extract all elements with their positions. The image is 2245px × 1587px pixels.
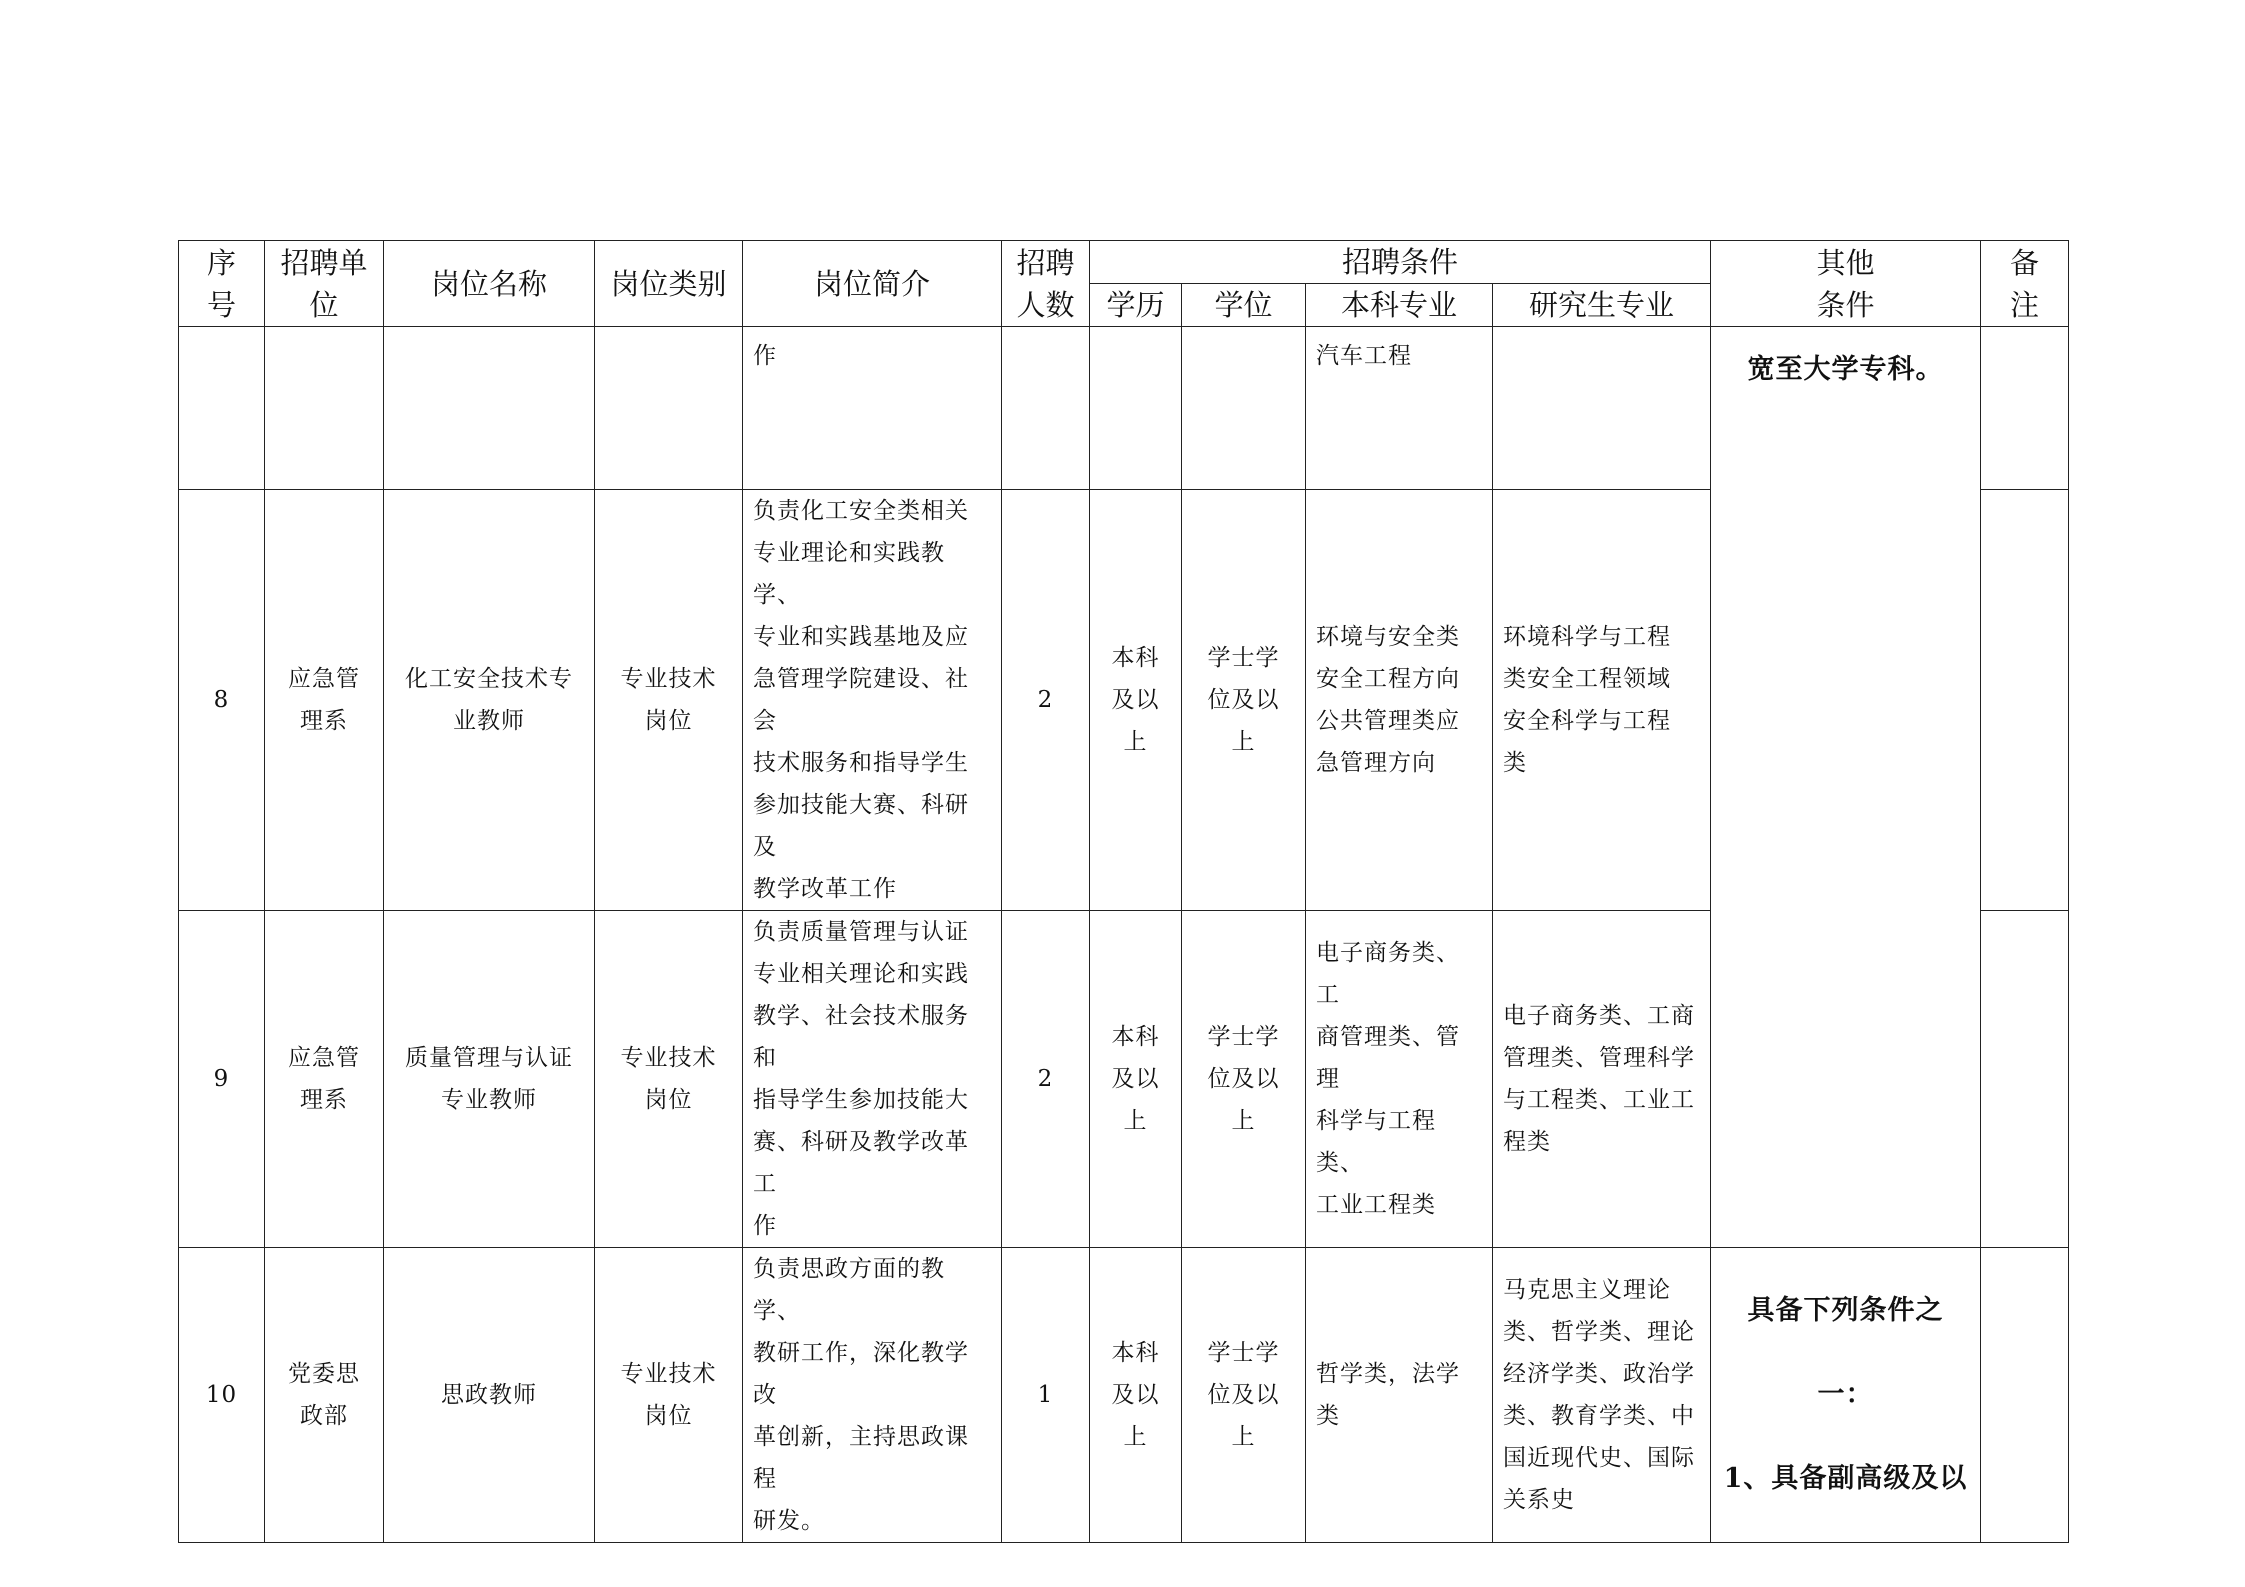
education-line: 上: [1123, 729, 1148, 755]
undergrad-line: 科学与工程类、: [1316, 1108, 1436, 1176]
header-conditions: 招聘条件: [1090, 241, 1711, 284]
degree-cell: [1182, 327, 1306, 490]
desc-line: 指导学生参加技能大: [753, 1087, 969, 1113]
header-remarks-line: 注: [2010, 287, 2040, 322]
unit-line: 应急管: [288, 666, 360, 692]
desc-line: 作: [753, 343, 777, 369]
remarks-cell: [1981, 327, 2069, 490]
degree-line: 学士学: [1207, 1340, 1280, 1366]
grad-line: 管理类、管理科学: [1503, 1045, 1695, 1071]
recruitment-table: [178, 240, 2069, 1543]
unit-cell: [265, 327, 384, 490]
header-count-line: 人数: [1016, 287, 1075, 322]
post-type-cell: [595, 911, 743, 1248]
header-unit-line: 位: [309, 287, 339, 322]
count-cell: 2: [1002, 911, 1090, 1248]
unit-line: 党委思: [288, 1361, 360, 1387]
education-cell: [1090, 490, 1182, 911]
post-type-cell: [595, 327, 743, 490]
undergrad-line: 安全工程方向: [1316, 666, 1460, 692]
header-education: 学历: [1090, 284, 1182, 327]
education-cell: [1090, 1248, 1182, 1543]
other-conditions-spacer: [1721, 1332, 1970, 1374]
grad-line: 国近现代史、国际: [1503, 1445, 1695, 1471]
header-unit: [265, 241, 384, 327]
desc-line: 专业理论和实践教学、: [753, 540, 945, 608]
header-count-line: 招聘: [1016, 245, 1075, 280]
desc-cell: [743, 911, 1002, 1248]
post-type-cell: [595, 1248, 743, 1543]
post-type-line: 岗位: [644, 1403, 693, 1429]
grad-cell: [1493, 1248, 1711, 1543]
education-line: 本科: [1111, 1340, 1160, 1366]
grad-line: 类安全工程领域: [1503, 666, 1671, 692]
post-type-line: 专业技术: [620, 666, 717, 692]
unit-cell: [265, 911, 384, 1248]
post-name-line: 质量管理与认证: [405, 1045, 573, 1071]
grad-line: 类、哲学类、理论: [1503, 1319, 1695, 1345]
seq-cell: 9: [179, 911, 265, 1248]
desc-line: 负责质量管理与认证: [753, 919, 969, 945]
count-cell: 2: [1002, 490, 1090, 911]
header-count: [1002, 241, 1090, 327]
header-undergrad-major: 本科专业: [1306, 284, 1493, 327]
desc-cell: [743, 1248, 1002, 1543]
degree-line: 学士学: [1207, 645, 1280, 671]
header-degree: 学位: [1182, 284, 1306, 327]
other-conditions-line: 具备下列条件之: [1747, 1295, 1944, 1326]
undergrad-line: 环境与安全类: [1316, 624, 1460, 650]
post-type-line: 岗位: [644, 1087, 693, 1113]
header-seq-line: 号: [206, 287, 236, 322]
undergrad-line: 商管理类、管理: [1316, 1024, 1460, 1092]
education-line: 上: [1123, 1424, 1148, 1450]
education-line: 及以: [1111, 1382, 1160, 1408]
grad-cell: [1493, 327, 1711, 490]
grad-line: 与工程类、工业工: [1503, 1087, 1695, 1113]
other-conditions-line: 宽至大学专科。: [1747, 354, 1944, 385]
post-type-line: 专业技术: [620, 1361, 717, 1387]
count-cell: 1: [1002, 1248, 1090, 1543]
header-unit-line: 招聘单: [280, 245, 368, 280]
degree-line: 上: [1231, 729, 1256, 755]
other-conditions-cell: [1711, 327, 1981, 1248]
desc-cell: [743, 490, 1002, 911]
other-conditions-line: 一：: [1817, 1379, 1874, 1410]
degree-cell: [1182, 1248, 1306, 1543]
other-conditions-line: 1、具备副高级及以: [1723, 1463, 1968, 1494]
table-row: [179, 1248, 2069, 1543]
post-type-cell: [595, 490, 743, 911]
header-remarks-line: 备: [2010, 245, 2040, 280]
unit-line: 理系: [300, 708, 348, 734]
post-name-cell: [384, 1248, 595, 1543]
grad-line: 安全科学与工程: [1503, 708, 1671, 734]
education-cell: [1090, 911, 1182, 1248]
desc-cell: [743, 327, 1002, 490]
grad-line: 类: [1503, 750, 1527, 776]
degree-line: 上: [1231, 1424, 1256, 1450]
grad-line: 环境科学与工程: [1503, 624, 1671, 650]
remarks-cell: [1981, 1248, 2069, 1543]
header-post-name: 岗位名称: [384, 241, 595, 327]
degree-line: 学士学: [1207, 1024, 1280, 1050]
desc-line: 革创新，主持思政课程: [753, 1424, 969, 1492]
post-name-cell: [384, 490, 595, 911]
desc-line: 专业相关理论和实践: [753, 961, 969, 987]
remarks-cell: [1981, 490, 2069, 911]
post-name-line: 专业教师: [441, 1087, 537, 1113]
undergrad-cell: [1306, 327, 1493, 490]
desc-line: 负责化工安全类相关: [753, 498, 969, 524]
undergrad-cell: [1306, 490, 1493, 911]
desc-line: 负责思政方面的教学、: [753, 1256, 945, 1324]
grad-line: 电子商务类、工商: [1503, 1003, 1695, 1029]
degree-line: 位及以: [1207, 687, 1280, 713]
degree-line: 上: [1231, 1108, 1256, 1134]
grad-line: 马克思主义理论: [1503, 1277, 1671, 1303]
other-conditions-cell: [1711, 1248, 1981, 1543]
education-line: 及以: [1111, 1066, 1160, 1092]
header-seq: [179, 241, 265, 327]
post-type-line: 专业技术: [620, 1045, 717, 1071]
grad-cell: [1493, 911, 1711, 1248]
grad-cell: [1493, 490, 1711, 911]
header-other-line: 其他: [1816, 245, 1875, 280]
degree-line: 位及以: [1207, 1066, 1280, 1092]
education-line: 上: [1123, 1108, 1148, 1134]
header-other-line: 条件: [1816, 287, 1875, 322]
desc-line: 作: [753, 1213, 777, 1239]
table-row: [179, 327, 2069, 490]
desc-line: 教学、社会技术服务和: [753, 1003, 969, 1071]
desc-line: 赛、科研及教学改革工: [753, 1129, 969, 1197]
header-post-type: 岗位类别: [595, 241, 743, 327]
undergrad-line: 公共管理类应: [1316, 708, 1460, 734]
undergrad-line: 工业工程类: [1316, 1192, 1436, 1218]
unit-line: 应急管: [288, 1045, 360, 1071]
degree-cell: [1182, 911, 1306, 1248]
degree-line: 位及以: [1207, 1382, 1280, 1408]
seq-cell: 10: [179, 1248, 265, 1543]
post-type-line: 岗位: [644, 708, 693, 734]
header-other: [1711, 241, 1981, 327]
remarks-cell: [1981, 911, 2069, 1248]
header-post-desc: 岗位简介: [743, 241, 1002, 327]
seq-cell: 8: [179, 490, 265, 911]
grad-line: 程类: [1503, 1129, 1551, 1155]
desc-line: 技术服务和指导学生: [753, 750, 969, 776]
post-name-line: 业教师: [453, 708, 525, 734]
education-line: 及以: [1111, 687, 1160, 713]
education-line: 本科: [1111, 645, 1160, 671]
unit-cell: [265, 1248, 384, 1543]
grad-line: 关系史: [1503, 1487, 1575, 1513]
header-remarks: [1981, 241, 2069, 327]
undergrad-line: 汽车工程: [1316, 343, 1412, 369]
desc-line: 急管理学院建设、社会: [753, 666, 969, 734]
grad-line: 类、教育学类、中: [1503, 1403, 1695, 1429]
post-name-cell: [384, 911, 595, 1248]
undergrad-line: 急管理方向: [1316, 750, 1436, 776]
post-name-line: 化工安全技术专: [405, 666, 573, 692]
education-line: 本科: [1111, 1024, 1160, 1050]
unit-cell: [265, 490, 384, 911]
grad-line: 经济学类、政治学: [1503, 1361, 1695, 1387]
unit-line: 政部: [300, 1403, 348, 1429]
undergrad-cell: [1306, 911, 1493, 1248]
desc-line: 教学改革工作: [753, 876, 897, 902]
post-name-cell: [384, 327, 595, 490]
degree-cell: [1182, 490, 1306, 911]
post-name-line: 思政教师: [441, 1382, 537, 1408]
desc-line: 教研工作，深化教学改: [753, 1340, 969, 1408]
header-seq-line: 序: [206, 245, 236, 280]
undergrad-line: 哲学类，法学类: [1316, 1361, 1460, 1429]
desc-line: 研发。: [753, 1508, 825, 1534]
desc-line: 专业和实践基地及应: [753, 624, 969, 650]
undergrad-cell: [1306, 1248, 1493, 1543]
header-grad-major: 研究生专业: [1493, 284, 1711, 327]
count-cell: [1002, 327, 1090, 490]
undergrad-line: 电子商务类、工: [1316, 940, 1460, 1008]
other-conditions-spacer: [1721, 1416, 1970, 1458]
desc-line: 参加技能大赛、科研及: [753, 792, 969, 860]
unit-line: 理系: [300, 1087, 348, 1113]
education-cell: [1090, 327, 1182, 490]
seq-cell: [179, 327, 265, 490]
